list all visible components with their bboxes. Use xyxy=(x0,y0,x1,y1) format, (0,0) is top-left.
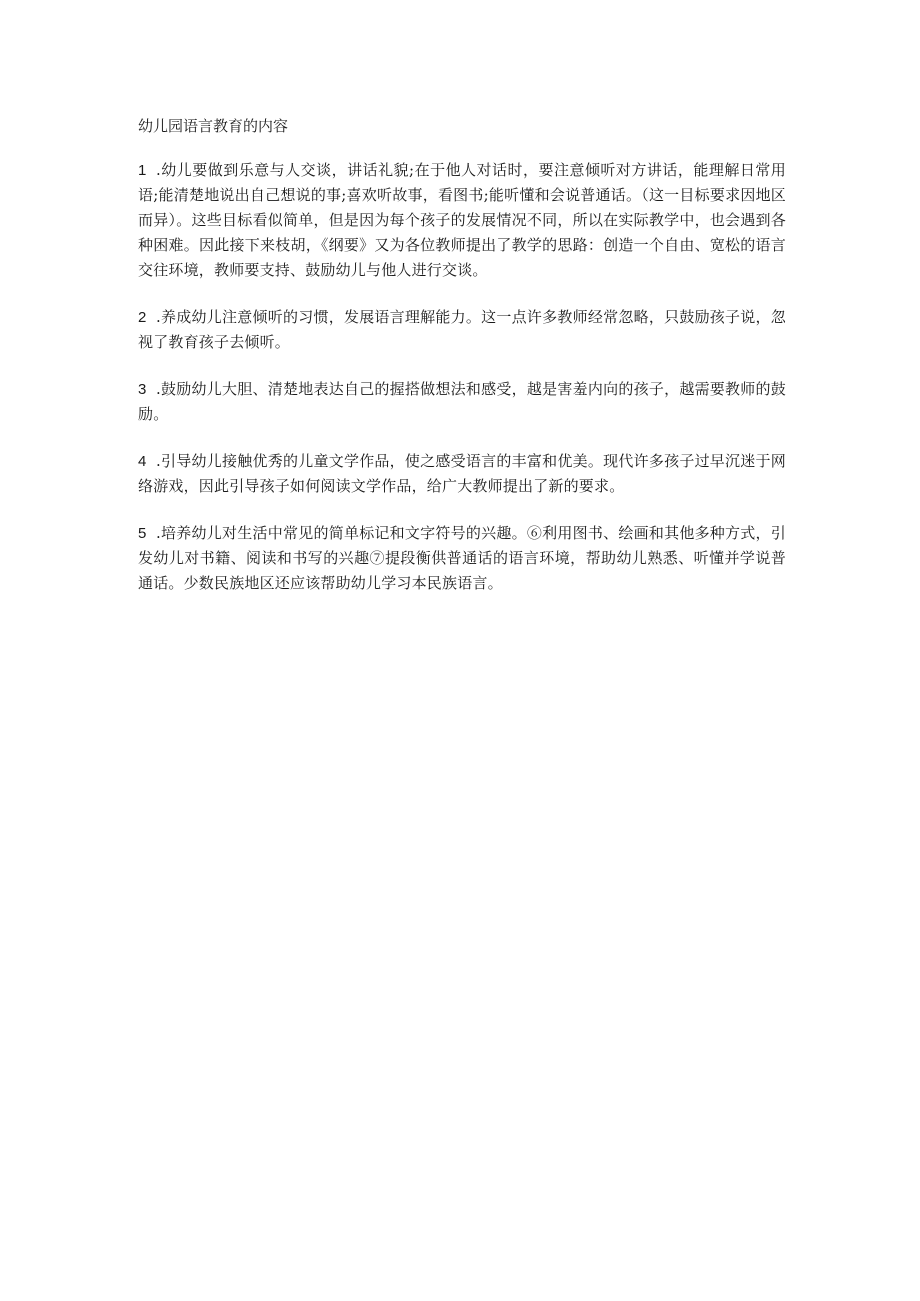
paragraph-text: .引导幼儿接触优秀的儿童文学作品，使之感受语言的丰富和优美。现代许多孩子过早沉迷于网络游戏，因此引导孩子如何阅读文学作品，给广大教师提出了新的要求。 xyxy=(138,452,786,495)
paragraph-text: .养成幼儿注意倾听的习惯，发展语言理解能力。这一点许多教师经常忽略，只鼓励孩子说，忽视了教育孩子去倾听。 xyxy=(138,308,786,351)
paragraph-4 xyxy=(138,449,786,499)
paragraph-text: .培养幼儿对生活中常见的简单标记和文字符号的兴趣。⑥利用图书、绘画和其他多种方式，引发幼儿对书籍、阅读和书写的兴趣⑦提段衡供普通话的语言环境，帮助幼儿熟悉、听懂并学说普通话。少数民族地区还应该帮助幼儿学习本民族语言。 xyxy=(138,524,786,592)
paragraph-5 xyxy=(138,521,786,596)
paragraph-number: 2 xyxy=(138,309,147,326)
paragraph-3 xyxy=(138,377,786,427)
paragraph-number: 1 xyxy=(138,162,147,179)
document-page xyxy=(138,116,786,618)
document-title: 幼儿园语言教育的内容 xyxy=(138,117,289,135)
paragraph-number: 5 xyxy=(138,525,147,542)
paragraph-text: .鼓励幼儿大胆、清楚地表达自己的握搭做想法和感受，越是害羞内向的孩子，越需要教师的鼓励。 xyxy=(138,380,786,423)
paragraph-number: 3 xyxy=(138,381,147,398)
paragraph-text: .幼儿要做到乐意与人交谈，讲话礼貌;在于他人对话时，要注意倾听对方讲话，能理解日常用语;能清楚地说出自己想说的事;喜欢听故事，看图书;能听懂和会说普通话。（这一目标要求因地区而异）。这些目标看似简单，但是因为每个孩子的发展情况不同，所以在实际教学中，也会遇到各种困难。因此接下来枝胡，《纲要》又为各位教师提出了教学的思路：创造一个自由、宽松的语言交往环境，教师要支持、鼓励幼儿与他人进行交谈。 xyxy=(138,161,786,279)
paragraph-number: 4 xyxy=(138,453,147,470)
paragraph-1 xyxy=(138,158,786,283)
paragraph-2 xyxy=(138,305,786,355)
